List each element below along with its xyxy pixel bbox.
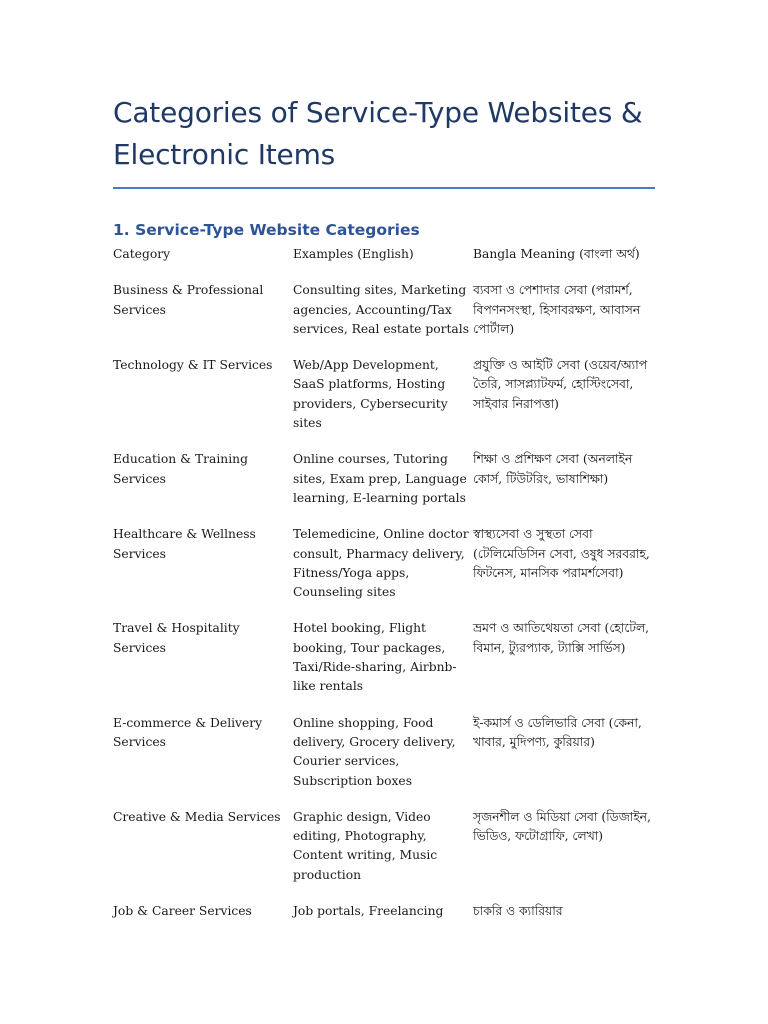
bangla-cell: ব্যবসা ও পেশাদার সেবা (পরামর্শ, বিপণনসংস্থা, হিসাবরক্ষণ, আবাসন পোর্টাল) xyxy=(473,283,641,336)
category-cell: Travel & Hospitality Services xyxy=(113,621,240,655)
examples-cell: Hotel booking, Flight booking, Tour packages, Taxi/Ride-sharing, Airbnb-like rentals xyxy=(293,621,457,694)
bangla-cell: চাকরি ও ক্যারিয়ার xyxy=(473,904,563,919)
table-row xyxy=(113,619,655,713)
category-cell: Healthcare & Wellness Services xyxy=(113,527,256,561)
column-header-category: Category xyxy=(113,247,171,261)
bangla-cell: ভ্রমণ ও আতিথেয়তা সেবা (হোটেল, বিমান, ট্যুরপ্যাক, ট্যাক্সি সার্ভিস) xyxy=(473,621,650,655)
bangla-cell: স্বাস্থ্যসেবা ও সুস্থতা সেবা (টেলিমেডিসিন সেবা, ওষুধ সরবরাহ, ফিটনেস, মানসিক পরামর্শসেবা) xyxy=(473,527,650,580)
category-cell: Education & Training Services xyxy=(113,452,248,486)
categories-table xyxy=(113,245,655,938)
table-row xyxy=(113,902,655,938)
table-row xyxy=(113,525,655,619)
section-heading: 1. Service-Type Website Categories xyxy=(113,221,420,239)
examples-cell: Telemedicine, Online doctor consult, Pharmacy delivery, Fitness/Yoga apps, Counseling sites xyxy=(293,527,469,600)
table-header-row xyxy=(113,245,655,281)
bangla-cell: প্রযুক্তি ও আইটি সেবা (ওয়েব/অ্যাপ তৈরি, সাসপ্ল্যাটফর্ম, হোস্টিংসেবা, সাইবার নিরাপত্তা) xyxy=(473,358,648,411)
bangla-cell: সৃজনশীল ও মিডিয়া সেবা (ডিজাইন, ভিডিও, ফটোগ্রাফি, লেখা) xyxy=(473,809,651,844)
category-cell: Job & Career Services xyxy=(113,904,252,919)
examples-cell: Web/App Development, SaaS platforms, Hosting providers, Cybersecurity sites xyxy=(293,358,448,431)
table-row xyxy=(113,356,655,450)
column-header-examples: Examples (English) xyxy=(293,247,414,261)
table-row xyxy=(113,808,655,902)
category-cell: E-commerce & Delivery Services xyxy=(113,715,263,749)
examples-cell: Job portals, Freelancing xyxy=(293,904,444,919)
bangla-cell: শিক্ষা ও প্রশিক্ষণ সেবা (অনলাইন কোর্স, টিউটরিং, ভাষাশিক্ষা) xyxy=(473,452,633,486)
table-row xyxy=(113,714,655,808)
examples-cell: Online shopping, Food delivery, Grocery delivery, Courier services, Subscription boxes xyxy=(293,715,456,788)
category-cell: Business & Professional Services xyxy=(113,283,264,317)
document-page xyxy=(113,92,655,938)
category-cell: Creative & Media Services xyxy=(113,809,281,824)
title-underline xyxy=(113,187,655,189)
examples-cell: Graphic design, Video editing, Photography, Content writing, Music production xyxy=(293,809,438,882)
page-title: Categories of Service-Type Websites & Electronic Items xyxy=(113,96,643,171)
bangla-cell: ই-কমার্স ও ডেলিভারি সেবা (কেনা, খাবার, মুদিপণ্য, কুরিয়ার) xyxy=(473,715,642,749)
column-header-bangla: Bangla Meaning (বাংলা অর্থ) xyxy=(473,247,640,261)
table-row xyxy=(113,281,655,356)
category-cell: Technology & IT Services xyxy=(113,358,273,373)
table-row xyxy=(113,450,655,525)
examples-cell: Online courses, Tutoring sites, Exam prep, Language learning, E-learning portals xyxy=(293,452,467,505)
examples-cell: Consulting sites, Marketing agencies, Accounting/Tax services, Real estate portals xyxy=(293,283,470,336)
